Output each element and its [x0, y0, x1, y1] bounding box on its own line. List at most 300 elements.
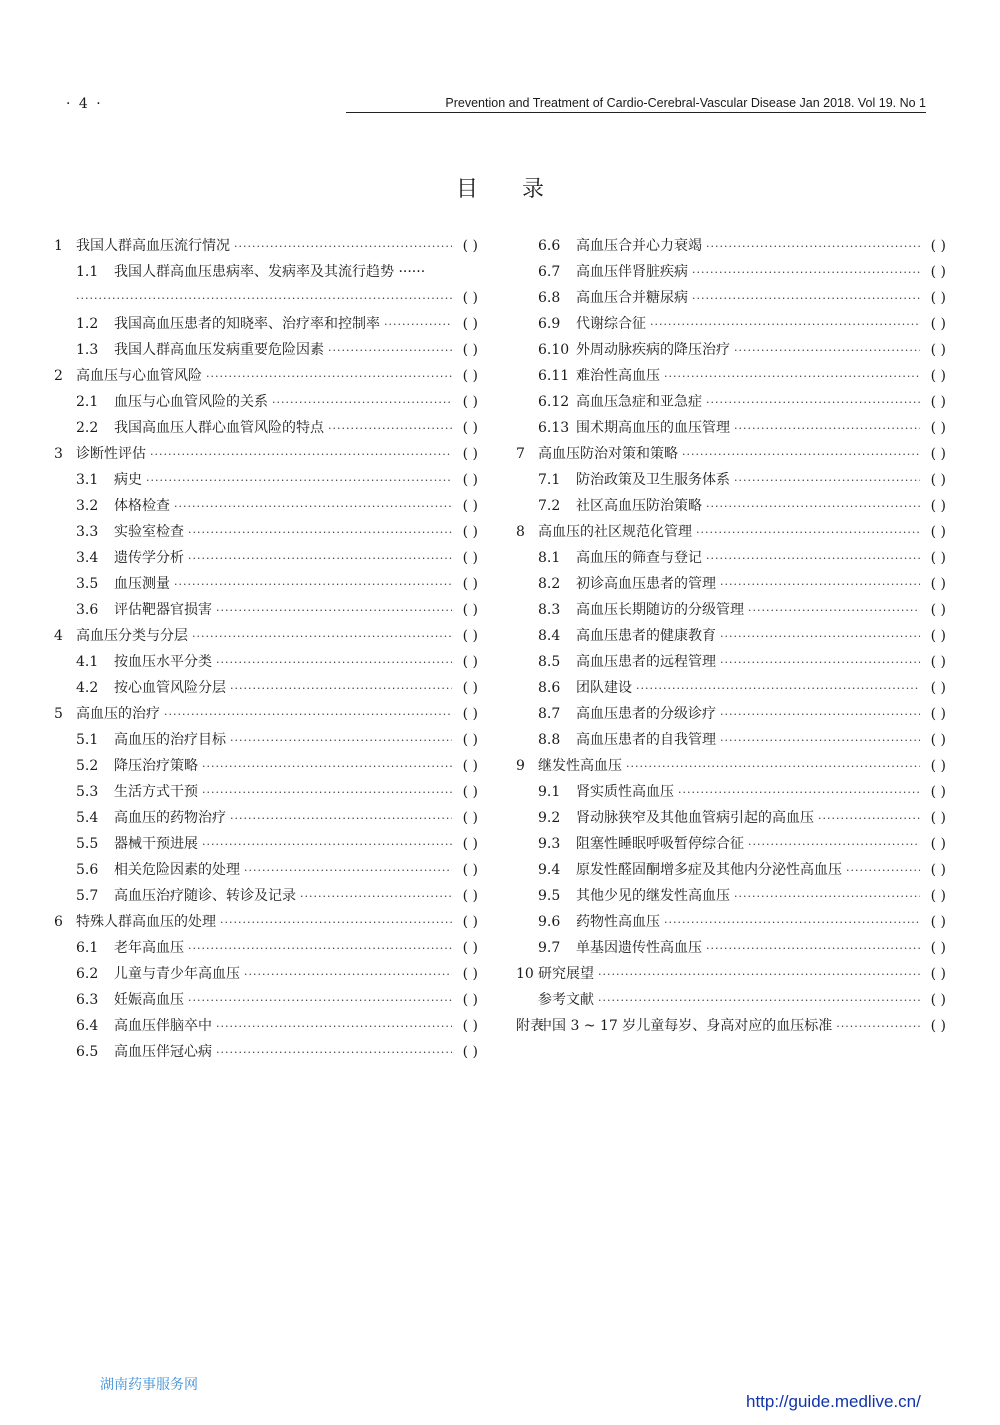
toc-page-placeholder: ( ) — [930, 524, 946, 540]
toc-entry-number: 8.1 — [538, 550, 561, 566]
toc-leader-dots — [720, 651, 920, 675]
toc-leader-dots — [174, 573, 452, 597]
toc-leader-dots — [692, 261, 920, 285]
toc-entry — [516, 806, 946, 832]
toc-page-placeholder: ( ) — [930, 550, 946, 566]
toc-leader-dots — [146, 469, 452, 493]
toc-leader-dots — [696, 521, 920, 545]
toc-entry — [54, 832, 478, 858]
toc-page-placeholder: ( ) — [462, 940, 478, 956]
toc-entry — [54, 546, 478, 572]
toc-entry — [516, 884, 946, 910]
toc-leader-dots — [206, 365, 452, 389]
toc-entry — [54, 624, 478, 650]
toc-entry-title: 我国人群高血压患病率、发病率及其流行趋势 ······ — [114, 264, 426, 280]
toc-page-placeholder: ( ) — [930, 446, 946, 462]
footer-watermark-left: 湖南药事服务网 — [100, 1377, 198, 1393]
page-title: 目录 — [455, 177, 588, 202]
toc-entry-number: 9.2 — [538, 810, 561, 826]
toc-leader-dots — [846, 859, 920, 883]
page-header — [0, 0, 1000, 120]
toc-entry — [516, 650, 946, 676]
toc-entry-number: 4 — [54, 628, 63, 644]
toc-leader-dots — [188, 521, 452, 545]
toc-page-placeholder: ( ) — [930, 342, 946, 358]
toc-entry-title: 肾动脉狭窄及其他血管病引起的高血压 — [576, 810, 814, 826]
toc-entry-number: 6.10 — [538, 342, 570, 358]
toc-page-placeholder: ( ) — [462, 836, 478, 852]
toc-entry-title: 高血压防治对策和策略 — [538, 446, 678, 462]
toc-entry-number: 2.2 — [76, 420, 99, 436]
toc-entry-title: 血压与心血管风险的关系 — [114, 394, 268, 410]
toc-entry-number: 6.2 — [76, 966, 99, 982]
toc-entry-number: 2.1 — [76, 394, 99, 410]
toc-entry-number: 8.6 — [538, 680, 561, 696]
toc-entry-number: 3.5 — [76, 576, 99, 592]
toc-leader-dots — [164, 703, 452, 727]
toc-leader-dots — [720, 573, 920, 597]
toc-page-placeholder: ( ) — [930, 862, 946, 878]
toc-leader-dots — [706, 547, 920, 571]
toc-entry-title: 高血压与心血管风险 — [76, 368, 202, 384]
toc-entry — [516, 1014, 946, 1040]
toc-leader-dots — [230, 807, 452, 831]
toc-leader-dots — [706, 391, 920, 415]
toc-page-placeholder: ( ) — [462, 394, 478, 410]
toc-entry-number: 9 — [516, 758, 525, 774]
toc-page-placeholder: ( ) — [462, 472, 478, 488]
toc-entry-number: 3.1 — [76, 472, 99, 488]
toc-page-placeholder: ( ) — [930, 264, 946, 280]
toc-entry-number: 6.1 — [76, 940, 99, 956]
toc-entry-title: 儿童与青少年高血压 — [114, 966, 240, 982]
toc-page-placeholder: ( ) — [930, 1018, 946, 1034]
toc-page-placeholder: ( ) — [462, 498, 478, 514]
toc-entry — [54, 442, 478, 468]
toc-entry-number: 5.4 — [76, 810, 99, 826]
toc-page-placeholder: ( ) — [930, 316, 946, 332]
toc-entry — [54, 338, 478, 364]
toc-leader-dots — [636, 677, 920, 701]
toc-entry — [516, 728, 946, 754]
toc-entry — [54, 416, 478, 442]
toc-page-placeholder: ( ) — [930, 784, 946, 800]
toc-entry-title: 按心血管风险分层 — [114, 680, 226, 696]
page-number: · 4 · — [66, 96, 103, 112]
toc-page-placeholder: ( ) — [930, 758, 946, 774]
toc-entry-number: 9.6 — [538, 914, 561, 930]
toc-entry-number: 6 — [54, 914, 63, 930]
toc-entry-title: 围术期高血压的血压管理 — [576, 420, 730, 436]
toc-entry — [516, 442, 946, 468]
toc-entry-title: 参考文献 — [538, 992, 594, 1008]
toc-leader-dots — [216, 1015, 452, 1039]
toc-entry — [516, 312, 946, 338]
toc-entry-title: 高血压的治疗 — [76, 706, 160, 722]
toc-page-placeholder: ( ) — [462, 654, 478, 670]
toc-page-placeholder: ( ) — [930, 810, 946, 826]
toc-entry-number: 7 — [516, 446, 525, 462]
toc-entry — [54, 494, 478, 520]
toc-entry-title: 高血压长期随访的分级管理 — [576, 602, 744, 618]
toc-entry — [516, 364, 946, 390]
toc-entry-number: 2 — [54, 368, 63, 384]
toc-entry — [516, 754, 946, 780]
toc-leader-dots — [216, 651, 452, 675]
toc-page-placeholder: ( ) — [462, 550, 478, 566]
toc-entry-number: 3.4 — [76, 550, 99, 566]
toc-page-placeholder: ( ) — [930, 914, 946, 930]
toc-page-placeholder: ( ) — [462, 784, 478, 800]
toc-page-placeholder: ( ) — [462, 420, 478, 436]
toc-page-placeholder: ( ) — [930, 472, 946, 488]
toc-page-placeholder: ( ) — [930, 966, 946, 982]
toc-page-placeholder: ( ) — [462, 316, 478, 332]
toc-entry-title: 高血压患者的健康教育 — [576, 628, 716, 644]
toc-page-placeholder: ( ) — [930, 654, 946, 670]
toc-leader-dots — [734, 417, 920, 441]
toc-leader-dots — [664, 365, 920, 389]
toc-page-placeholder: ( ) — [462, 732, 478, 748]
toc-page-placeholder: ( ) — [930, 888, 946, 904]
toc-leader-dots — [692, 287, 920, 311]
toc-page-placeholder: ( ) — [462, 862, 478, 878]
toc-entry — [516, 546, 946, 572]
toc-entry — [516, 988, 946, 1014]
toc-entry — [54, 728, 478, 754]
toc-page-placeholder: ( ) — [462, 706, 478, 722]
toc-entry-number: 8.3 — [538, 602, 561, 618]
toc-entry-title: 单基因遗传性高血压 — [576, 940, 702, 956]
toc-entry-title: 体格检查 — [114, 498, 170, 514]
toc-page-placeholder: ( ) — [462, 1018, 478, 1034]
toc-leader-dots — [230, 729, 452, 753]
toc-entry-number: 3.2 — [76, 498, 99, 514]
toc-entry-title: 我国人群高血压发病重要危险因素 — [114, 342, 324, 358]
toc-entry-title: 相关危险因素的处理 — [114, 862, 240, 878]
toc-entry-number: 5.5 — [76, 836, 99, 852]
toc-entry — [516, 338, 946, 364]
toc-entry — [54, 572, 478, 598]
toc-leader-dots — [836, 1015, 920, 1039]
toc-entry-title: 其他少见的继发性高血压 — [576, 888, 730, 904]
toc-page-placeholder: ( ) — [462, 238, 478, 254]
toc-leader-dots — [202, 755, 452, 779]
toc-entry — [54, 858, 478, 884]
toc-entry-title: 高血压的筛查与登记 — [576, 550, 702, 566]
toc-leader-dots — [244, 963, 452, 987]
toc-leader-dots — [598, 989, 920, 1013]
toc-leader-dots — [202, 781, 452, 805]
toc-entry — [54, 390, 478, 416]
toc-entry-number: 6.3 — [76, 992, 99, 1008]
toc-page-placeholder: ( ) — [462, 914, 478, 930]
toc-entry-title: 阻塞性睡眠呼吸暂停综合征 — [576, 836, 744, 852]
toc-page-placeholder: ( ) — [462, 524, 478, 540]
toc-entry — [54, 702, 478, 728]
toc-entry — [516, 286, 946, 312]
toc-entry — [516, 858, 946, 884]
toc-page-placeholder: ( ) — [930, 940, 946, 956]
toc-entry — [516, 910, 946, 936]
toc-entry — [516, 702, 946, 728]
toc-entry-title: 评估靶器官损害 — [114, 602, 212, 618]
toc-page-placeholder: ( ) — [930, 576, 946, 592]
toc-entry-continuation — [54, 286, 478, 312]
toc-entry-title: 原发性醛固酮增多症及其他内分泌性高血压 — [576, 862, 842, 878]
toc-entry-number: 6.11 — [538, 368, 570, 384]
toc-entry-title: 高血压急症和亚急症 — [576, 394, 702, 410]
journal-running-head: Prevention and Treatment of Cardio-Cerebral-Vascular Disease Jan 2018. Vol 19. No 1 — [346, 96, 926, 113]
toc-entry-number: 8 — [516, 524, 525, 540]
toc-entry-number: 9.1 — [538, 784, 561, 800]
toc-page-placeholder: ( ) — [930, 836, 946, 852]
toc-entry-number: 6.12 — [538, 394, 570, 410]
toc-leader-dots — [188, 937, 452, 961]
toc-entry-title: 高血压的治疗目标 — [114, 732, 226, 748]
toc-entry-title: 器械干预进展 — [114, 836, 198, 852]
toc-entry — [54, 962, 478, 988]
toc-entry-title: 病史 — [114, 472, 142, 488]
toc-entry-number: 9.4 — [538, 862, 561, 878]
toc-entry-title: 生活方式干预 — [114, 784, 198, 800]
toc-entry-title: 社区高血压防治策略 — [576, 498, 702, 514]
toc-entry-title: 按血压水平分类 — [114, 654, 212, 670]
toc-page-placeholder: ( ) — [462, 888, 478, 904]
toc-entry — [54, 520, 478, 546]
toc-leader-dots — [216, 599, 452, 623]
toc-leader-dots — [220, 911, 452, 935]
toc-entry — [516, 832, 946, 858]
toc-entry-number: 附表 — [516, 1018, 544, 1034]
toc-entry-title: 我国高血压人群心血管风险的特点 — [114, 420, 324, 436]
toc-entry-title: 外周动脉疾病的降压治疗 — [576, 342, 730, 358]
toc-entry — [54, 936, 478, 962]
toc-page-placeholder: ( ) — [462, 602, 478, 618]
toc-page-placeholder: ( ) — [930, 706, 946, 722]
toc-entry-title: 高血压伴肾脏疾病 — [576, 264, 688, 280]
toc-entry-title: 高血压的药物治疗 — [114, 810, 226, 826]
toc-entry-number: 9.7 — [538, 940, 561, 956]
toc-leader-dots — [650, 313, 920, 337]
toc-entry — [54, 806, 478, 832]
toc-entry-title: 高血压分类与分层 — [76, 628, 188, 644]
toc-entry — [54, 650, 478, 676]
toc-entry-number: 9.5 — [538, 888, 561, 904]
toc-entry — [54, 884, 478, 910]
toc-entry-title: 高血压伴脑卒中 — [114, 1018, 212, 1034]
toc-entry-title: 特殊人群高血压的处理 — [76, 914, 216, 930]
toc-leader-dots — [682, 443, 920, 467]
toc-entry — [54, 1014, 478, 1040]
toc-entry — [516, 260, 946, 286]
toc-entry-number: 6.9 — [538, 316, 561, 332]
toc-entry-number: 3.3 — [76, 524, 99, 540]
toc-page-placeholder: ( ) — [930, 290, 946, 306]
toc-leader-dots — [626, 755, 920, 779]
toc-entry-number: 10 — [516, 966, 534, 982]
footer-url[interactable]: http://guide.medlive.cn/ — [746, 1392, 921, 1411]
toc-leader-dots — [734, 885, 920, 909]
toc-page-placeholder: ( ) — [930, 394, 946, 410]
toc-leader-dots — [706, 495, 920, 519]
toc-leader-dots — [598, 963, 920, 987]
toc-entry-title: 代谢综合征 — [576, 316, 646, 332]
toc-leader-dots — [720, 729, 920, 753]
toc-leader-dots — [818, 807, 920, 831]
toc-entry-number: 6.13 — [538, 420, 570, 436]
toc-page-placeholder: ( ) — [462, 966, 478, 982]
toc-entry-title: 继发性高血压 — [538, 758, 622, 774]
toc-entry-title: 高血压患者的自我管理 — [576, 732, 716, 748]
toc-entry — [54, 910, 478, 936]
toc-entry — [516, 390, 946, 416]
toc-entry — [516, 572, 946, 598]
toc-entry-title: 遗传学分析 — [114, 550, 184, 566]
toc-entry — [516, 936, 946, 962]
toc-page-placeholder: ( ) — [930, 680, 946, 696]
toc-leader-dots — [384, 313, 452, 337]
toc-page-placeholder: ( ) — [930, 992, 946, 1008]
toc-entry-number: 4.2 — [76, 680, 99, 696]
toc-entry-title: 高血压合并心力衰竭 — [576, 238, 702, 254]
toc-entry-number: 7.1 — [538, 472, 561, 488]
toc-entry — [54, 754, 478, 780]
toc-leader-dots — [174, 495, 452, 519]
toc-entry — [516, 780, 946, 806]
toc-page-placeholder: ( ) — [930, 732, 946, 748]
toc-entry-number: 6.8 — [538, 290, 561, 306]
toc-leader-dots — [734, 469, 920, 493]
toc-entry-number: 6.5 — [76, 1044, 99, 1060]
toc-entry — [54, 260, 478, 286]
toc-leader-dots — [244, 859, 452, 883]
toc-entry — [516, 468, 946, 494]
toc-entry-number: 5.1 — [76, 732, 99, 748]
toc-entry-number: 1 — [54, 238, 63, 254]
toc-entry — [516, 494, 946, 520]
toc-entry — [516, 962, 946, 988]
toc-entry-title: 降压治疗策略 — [114, 758, 198, 774]
toc-entry — [516, 520, 946, 546]
toc-entry-number: 5.3 — [76, 784, 99, 800]
toc-leader-dots — [76, 287, 452, 311]
toc-entry-number: 3 — [54, 446, 63, 462]
toc-entry — [54, 312, 478, 338]
toc-entry — [54, 988, 478, 1014]
toc-entry — [54, 234, 478, 260]
toc-entry — [516, 598, 946, 624]
toc-page-placeholder: ( ) — [462, 290, 478, 306]
toc-leader-dots — [664, 911, 920, 935]
toc-leader-dots — [748, 833, 920, 857]
toc-page-placeholder: ( ) — [462, 446, 478, 462]
toc-entry-number: 5.7 — [76, 888, 99, 904]
toc-page-placeholder: ( ) — [462, 342, 478, 358]
toc-entry-title: 妊娠高血压 — [114, 992, 184, 1008]
toc-page-placeholder: ( ) — [462, 758, 478, 774]
toc-entry — [54, 598, 478, 624]
toc-page-placeholder: ( ) — [462, 810, 478, 826]
toc-leader-dots — [706, 235, 920, 259]
toc-entry-title: 高血压的社区规范化管理 — [538, 524, 692, 540]
toc-leader-dots — [150, 443, 452, 467]
toc-entry-title: 高血压治疗随诊、转诊及记录 — [114, 888, 296, 904]
toc-entry-number: 7.2 — [538, 498, 561, 514]
toc-entry-title: 高血压合并糖尿病 — [576, 290, 688, 306]
toc-entry-title: 初诊高血压患者的管理 — [576, 576, 716, 592]
toc-leader-dots — [230, 677, 452, 701]
toc-page-placeholder: ( ) — [462, 368, 478, 384]
toc-entry-number: 1.1 — [76, 264, 99, 280]
toc-entry-number: 9.3 — [538, 836, 561, 852]
toc-entry-title: 血压测量 — [114, 576, 170, 592]
toc-entry-number: 6.4 — [76, 1018, 99, 1034]
toc-leader-dots — [328, 339, 452, 363]
toc-entry-number: 6.6 — [538, 238, 561, 254]
toc-page-placeholder: ( ) — [462, 576, 478, 592]
toc-entry-title: 研究展望 — [538, 966, 594, 982]
toc-page-placeholder: ( ) — [930, 420, 946, 436]
toc-entry — [54, 468, 478, 494]
toc-entry-title: 难治性高血压 — [576, 368, 660, 384]
toc-right-column — [516, 234, 946, 1040]
toc-entry-title: 肾实质性高血压 — [576, 784, 674, 800]
toc-entry-number: 8.4 — [538, 628, 561, 644]
toc-leader-dots — [720, 625, 920, 649]
toc-page-placeholder: ( ) — [930, 628, 946, 644]
toc-page-placeholder: ( ) — [462, 680, 478, 696]
toc-entry-title: 防治政策及卫生服务体系 — [576, 472, 730, 488]
toc-page-placeholder: ( ) — [462, 992, 478, 1008]
toc-entry — [516, 676, 946, 702]
toc-page-placeholder: ( ) — [930, 368, 946, 384]
toc-page-placeholder: ( ) — [462, 1044, 478, 1060]
toc-entry-title: 药物性高血压 — [576, 914, 660, 930]
toc-page-placeholder: ( ) — [930, 602, 946, 618]
toc-leader-dots — [300, 885, 452, 909]
toc-entry-number: 5.2 — [76, 758, 99, 774]
toc-page-placeholder: ( ) — [930, 498, 946, 514]
toc-leader-dots — [202, 833, 452, 857]
toc-entry-number: 1.3 — [76, 342, 99, 358]
toc-leader-dots — [720, 703, 920, 727]
toc-leader-dots — [678, 781, 920, 805]
toc-entry-number: 3.6 — [76, 602, 99, 618]
toc-entry-title: 高血压患者的远程管理 — [576, 654, 716, 670]
toc-entry-number: 1.2 — [76, 316, 99, 332]
toc-leader-dots — [234, 235, 452, 259]
toc-entry-title: 我国人群高血压流行情况 — [76, 238, 230, 254]
toc-entry-title: 我国高血压患者的知晓率、治疗率和控制率 — [114, 316, 380, 332]
toc-entry-number: 6.7 — [538, 264, 561, 280]
toc-leader-dots — [706, 937, 920, 961]
toc-entry-title: 高血压伴冠心病 — [114, 1044, 212, 1060]
toc-entry-number: 4.1 — [76, 654, 99, 670]
toc-entry-title: 高血压患者的分级诊疗 — [576, 706, 716, 722]
toc-leader-dots — [734, 339, 920, 363]
toc-entry-number: 5 — [54, 706, 63, 722]
toc-entry — [54, 676, 478, 702]
toc-leader-dots — [328, 417, 452, 441]
toc-entry — [54, 364, 478, 390]
toc-leader-dots — [188, 989, 452, 1013]
toc-entry-title: 老年高血压 — [114, 940, 184, 956]
toc-left-column — [54, 234, 478, 1066]
toc-entry-title: 诊断性评估 — [76, 446, 146, 462]
toc-leader-dots — [216, 1041, 452, 1065]
toc-entry — [54, 780, 478, 806]
